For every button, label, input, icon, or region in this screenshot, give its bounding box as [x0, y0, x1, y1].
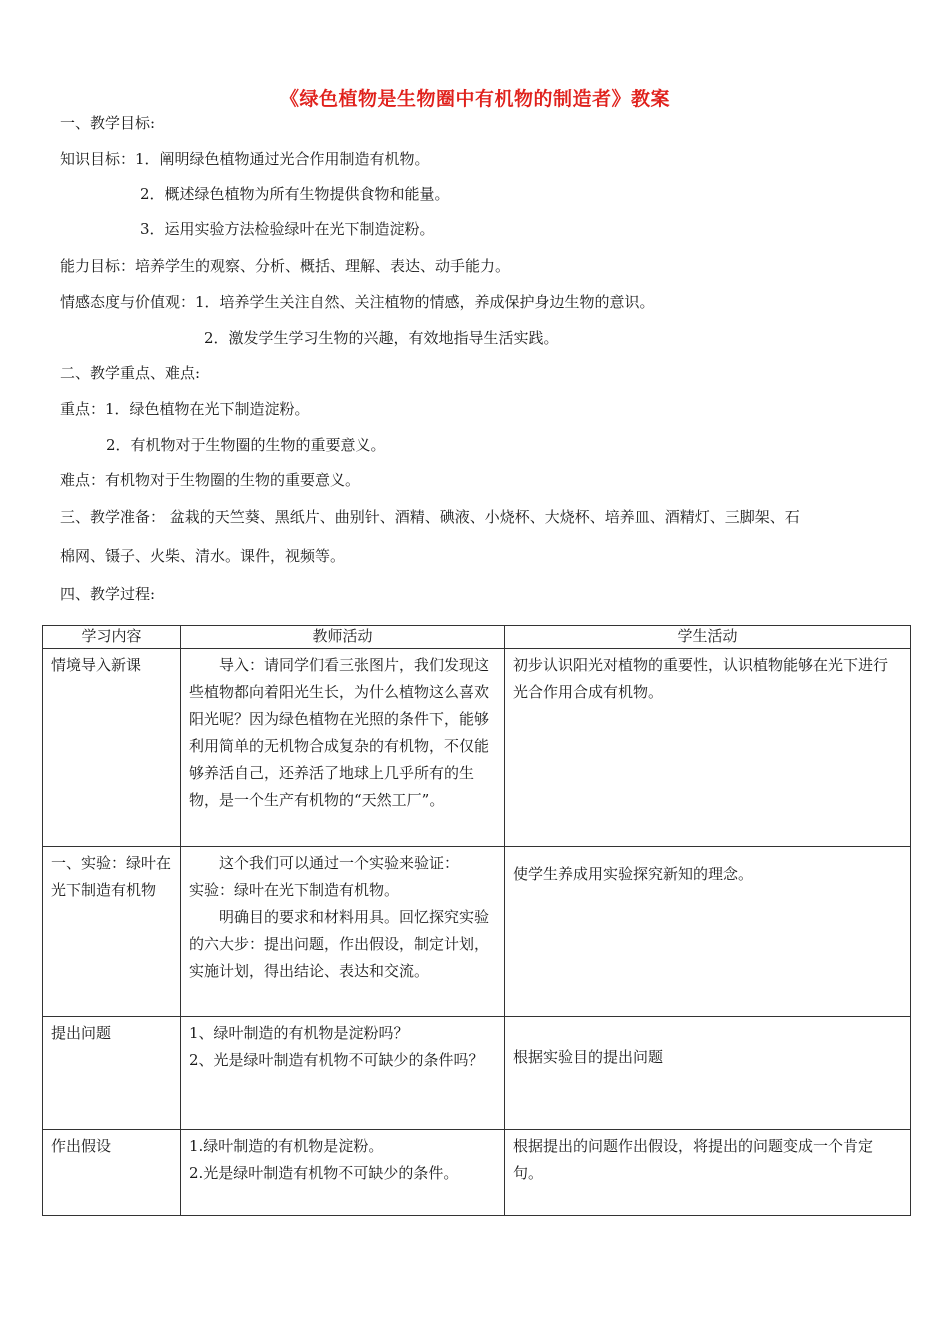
row-content: 提出问题 [43, 1017, 181, 1130]
table-header-row [43, 626, 911, 649]
row-student: 根据提出的问题作出假设，将提出的问题变成一个肯定句。 [505, 1130, 911, 1216]
knowledge-objective-2: 2．概述绿色植物为所有生物提供食物和能量。 [140, 185, 450, 203]
row-student: 初步认识阳光对植物的重要性，认识植物能够在光下进行光合作用合成有机物。 [505, 649, 911, 847]
row-content: 一、实验：绿叶在光下制造有机物 [43, 847, 181, 1017]
row-student: 根据实验目的提出问题 [505, 1017, 911, 1130]
row-content: 作出假设 [43, 1130, 181, 1216]
section-heading-focus: 二、教学重点、难点: [60, 364, 201, 382]
teacher-paragraph: 导入：请同学们看三张图片，我们发现这些植物都向着阳光生长，为什么植物这么喜欢阳光呢？因为绿色植物在光照的条件下，能够利用简单的无机物合成复杂的有机物，不仅能够养活自己，还养活了地球上几乎所有的生物，是一个生产有机物的“天然工厂”。 [189, 656, 490, 809]
preparation-line-2: 棉网、镊子、火柴、清水。课件，视频等。 [60, 547, 346, 565]
ability-objective: 能力目标：培养学生的观察、分析、概括、理解、表达、动手能力。 [60, 257, 511, 275]
row-teacher [181, 1017, 505, 1130]
row-teacher [181, 649, 505, 847]
teacher-paragraph: 2、光是绿叶制造有机物不可缺少的条件吗？ [189, 1051, 484, 1069]
row-teacher [181, 1130, 505, 1216]
header-content: 学习内容 [43, 626, 181, 649]
attitude-objective-1: 情感态度与价值观：1．培养学生关注自然、关注植物的情感，养成保护身边生物的意识。 [60, 293, 655, 311]
row-teacher [181, 847, 505, 1017]
row-student: 使学生养成用实验探究新知的理念。 [505, 847, 911, 1017]
teacher-paragraph: 1.绿叶制造的有机物是淀粉。 [189, 1137, 384, 1155]
teacher-paragraph: 实验：绿叶在光下制造有机物。 [189, 881, 400, 899]
teacher-paragraph: 明确目的要求和材料用具。回忆探究实验的六大步：提出问题，作出假设，制定计划，实施计划，得出结论、表达和交流。 [189, 908, 490, 980]
attitude-objective-2: 2．激发学生学习生物的兴趣，有效地指导生活实践。 [204, 329, 559, 347]
document-title: 《绿色植物是生物圈中有机物的制造者》教案 [279, 88, 670, 110]
difficult-point: 难点：有机物对于生物圈的生物的重要意义。 [60, 471, 361, 489]
knowledge-objective-3: 3．运用实验方法检验绿叶在光下制造淀粉。 [140, 220, 435, 238]
preparation-line-1: 三、教学准备： 盆栽的天竺葵、黑纸片、曲别针、酒精、碘液、小烧杯、大烧杯、培养皿、酒精灯、三脚架、石 [60, 508, 800, 526]
table-row [43, 649, 911, 847]
teacher-paragraph: 1、绿叶制造的有机物是淀粉吗？ [189, 1024, 409, 1042]
table-row [43, 847, 911, 1017]
table-row [43, 1130, 911, 1216]
teacher-paragraph: 这个我们可以通过一个实验来验证： [219, 854, 460, 872]
header-student: 学生活动 [505, 626, 911, 649]
header-teacher: 教师活动 [181, 626, 505, 649]
teacher-paragraph: 2.光是绿叶制造有机物不可缺少的条件。 [189, 1164, 459, 1182]
section-heading-process: 四、教学过程: [60, 585, 156, 603]
knowledge-objective-1: 知识目标：1．阐明绿色植物通过光合作用制造有机物。 [60, 150, 430, 168]
key-point-2: 2．有机物对于生物圈的生物的重要意义。 [106, 436, 386, 454]
table-row [43, 1017, 911, 1130]
row-content: 情境导入新课 [43, 649, 181, 847]
section-heading-objectives: 一、教学目标: [60, 114, 156, 132]
key-point-1: 重点：1．绿色植物在光下制造淀粉。 [60, 400, 310, 418]
teaching-process-table [42, 625, 911, 1216]
